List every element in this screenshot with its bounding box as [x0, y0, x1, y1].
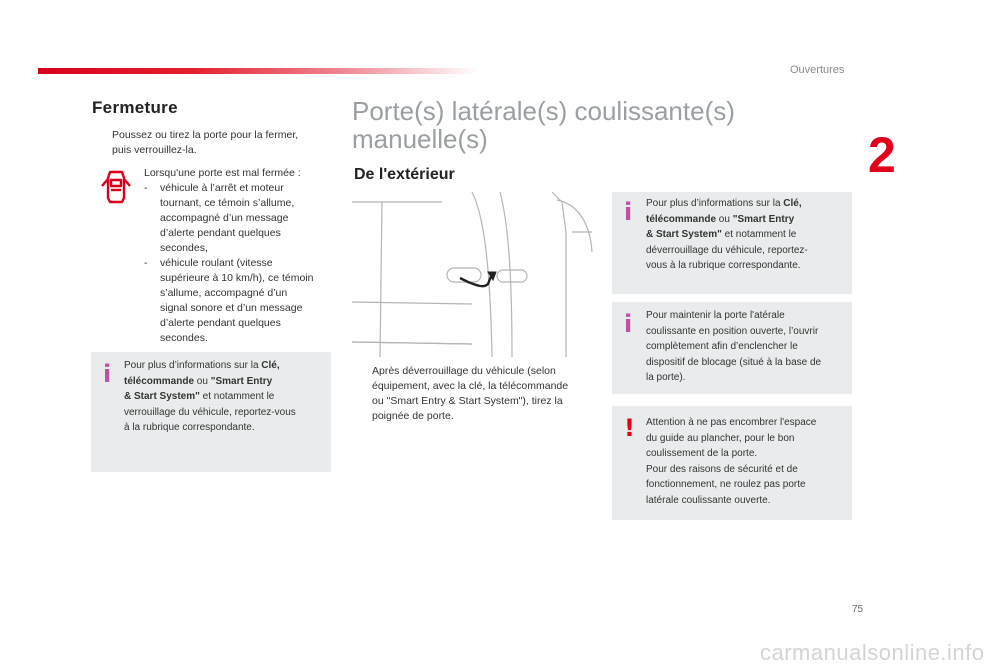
warning-box	[612, 406, 852, 520]
info-text: Pour plus d’informations sur la Clé, télécommande ou "Smart Entry & Start System" et notamment le déverrouillage du véhicule, reportez- vous à la rubrique correspondante.	[646, 198, 808, 271]
list-item: - véhicule à l’arrêt et moteur tournant, ce témoin s’allume, accompagné d’un message d’alerte pendant quelques secondes,	[144, 182, 295, 254]
sliding-door-illustration	[352, 192, 592, 357]
info-box-left	[91, 352, 331, 472]
warning-text: Attention à ne pas encombrer l'espace du guide au plancher, pour le bon coulissement de la porte. Pour des raisons de sécurité et de fonctionnement, ne roulez pas porte latérale coulissante ouverte.	[646, 417, 817, 506]
info-box-right-1	[612, 192, 852, 294]
fermeture-bullet	[92, 128, 332, 160]
exterieur-bullet	[354, 364, 594, 428]
page-number: 75	[852, 604, 864, 615]
info-box-right-2	[612, 302, 852, 394]
bullet-text: Poussez ou tirez la porte pour la fermer, puis verrouillez-la.	[112, 129, 299, 156]
watermark: carmanualsonline.info	[760, 640, 985, 665]
list-item: - véhicule roulant (vitesse supérieure à 10 km/h), ce témoin s’allume, accompagné d’un signal sonore et d’un message d’alerte pendant quelques secondes.	[144, 257, 314, 344]
info-text: Pour maintenir la porte l'atérale coulissante en position ouverte, l’ouvrir complètement afin d’enclencher le dispositif de blocage (situé à la base de la porte).	[646, 310, 822, 383]
info-icon: i	[624, 310, 633, 338]
intro-text: Lorsqu'une porte est mal fermée :	[144, 167, 301, 179]
fermeture-details	[144, 166, 334, 346]
info-icon: i	[103, 360, 112, 388]
section-label: Ouvertures	[790, 64, 845, 76]
subsection-title: De l'extérieur	[354, 166, 455, 183]
door-open-warning-icon	[100, 168, 132, 206]
warning-icon: !	[624, 414, 635, 442]
info-icon: i	[624, 198, 633, 226]
chapter-number: 2	[868, 127, 896, 183]
bullet-text: Après déverrouillage du véhicule (selon équipement, avec la clé, la télécommande ou "Smart Entry & Start System"), tirez la poignée de porte.	[372, 365, 569, 422]
section-title-fermeture: Fermeture	[92, 98, 178, 117]
info-text: Pour plus d’informations sur la Clé, télécommande ou "Smart Entry & Start System" et notamment le verrouillage du véhicule, reportez-vous à la rubrique correspondante.	[124, 360, 296, 433]
section-title-porte: Porte(s) latérale(s) coulissante(s) manuelle(s)	[352, 96, 735, 154]
header-red-bar	[38, 68, 478, 74]
